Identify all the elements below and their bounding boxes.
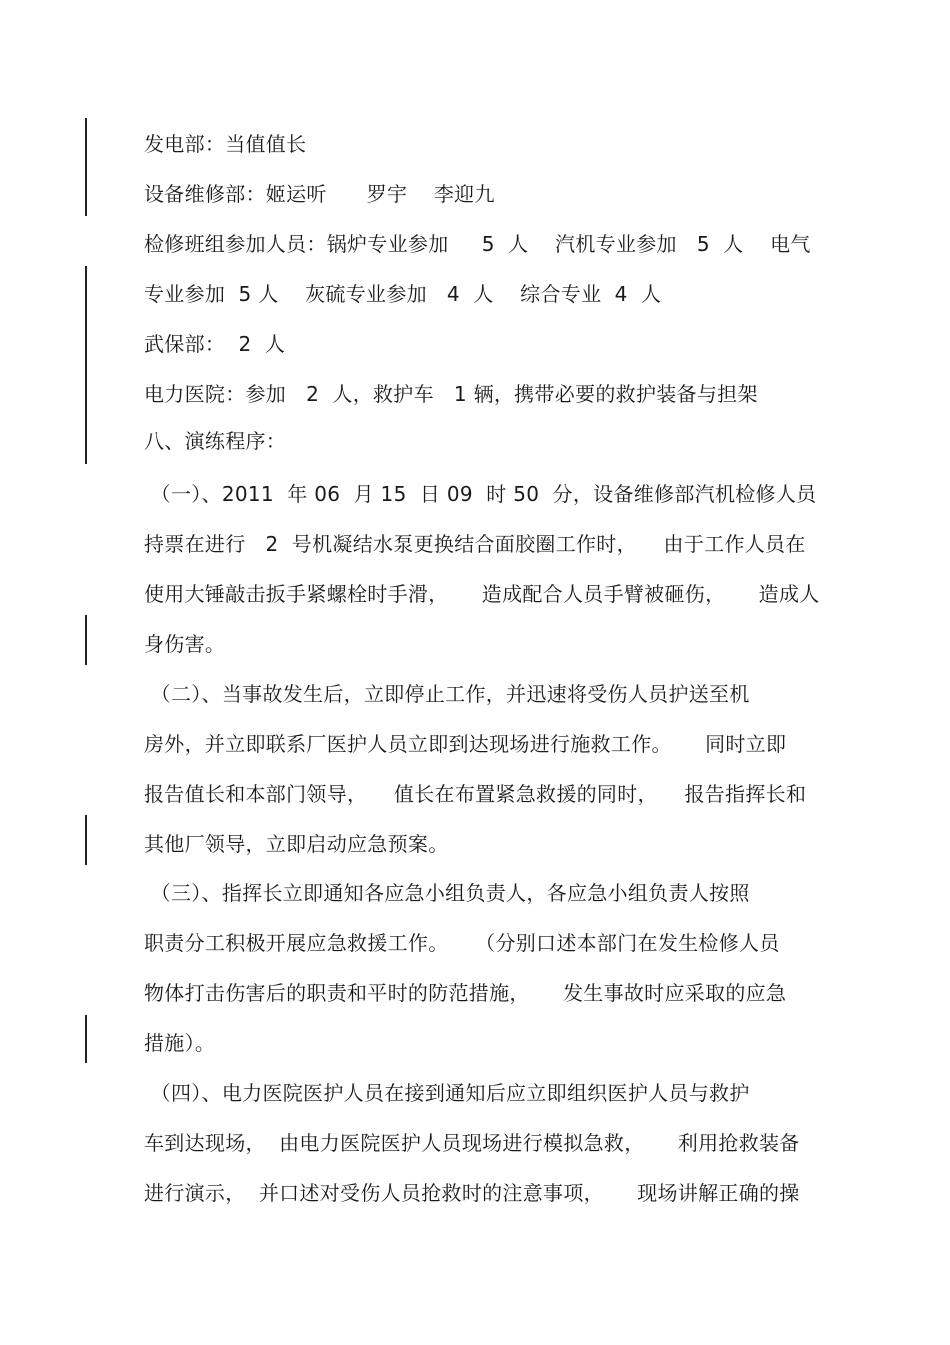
text-line: 使用大锤敲击扳手紧螺栓时手滑， 造成配合人员手臂被砸伤， 造成人 xyxy=(144,582,820,606)
text-line: 武保部： 2 人 xyxy=(144,332,286,356)
text-line: （四）、电力医院医护人员在接到通知后应立即组织医护人员与救护 xyxy=(144,1081,750,1105)
text-line: （三）、指挥长立即通知各应急小组负责人，各应急小组负责人按照 xyxy=(144,881,750,905)
text-line: 物体打击伤害后的职责和平时的防范措施， 发生事故时应采取的应急 xyxy=(144,981,787,1005)
text-line: 房外，并立即联系厂医护人员立即到达现场进行施救工作。 同时立即 xyxy=(144,732,787,756)
revision-bar xyxy=(85,266,87,464)
text-line: 身伤害。 xyxy=(144,632,226,656)
section-heading: 八、演练程序： xyxy=(144,429,287,453)
revision-bar xyxy=(85,615,87,665)
revision-bar xyxy=(85,815,87,865)
text-line: 专业参加 5 人 灰硫专业参加 4 人 综合专业 4 人 xyxy=(144,282,662,306)
text-line: 电力医院：参加 2 人，救护车 1 辆，携带必要的救护装备与担架 xyxy=(144,382,758,406)
text-line: 设备维修部：姬运听 罗宇 李迎九 xyxy=(144,182,495,206)
text-line: 报告值长和本部门领导， 值长在布置紧急救援的同时， 报告指挥长和 xyxy=(144,782,807,806)
revision-bar xyxy=(85,1015,87,1063)
text-line: （二）、当事故发生后，立即停止工作，并迅速将受伤人员护送至机 xyxy=(144,682,750,706)
text-line: 发电部：当值值长 xyxy=(144,132,307,156)
text-line: 车到达现场， 由电力医院医护人员现场进行模拟急救， 利用抢救装备 xyxy=(144,1131,800,1155)
text-line: 措施）。 xyxy=(144,1031,216,1055)
text-line: 其他厂领导，立即启动应急预案。 xyxy=(144,832,449,856)
text-line: 职责分工积极开展应急救援工作。 （分别口述本部门在发生检修人员 xyxy=(144,931,780,955)
text-line: 检修班组参加人员：锅炉专业参加 5 人 汽机专业参加 5 人 电气 xyxy=(144,232,811,256)
revision-bar xyxy=(85,118,87,216)
text-line: 进行演示， 并口述对受伤人员抢救时的注意事项， 现场讲解正确的操 xyxy=(144,1181,800,1205)
text-line: 持票在进行 2 号机凝结水泵更换结合面胶圈工作时， 由于工作人员在 xyxy=(144,532,806,556)
text-line: （一）、2011 年 06 月 15 日 09 时 50 分，设备维修部汽机检修人员 xyxy=(144,482,817,506)
